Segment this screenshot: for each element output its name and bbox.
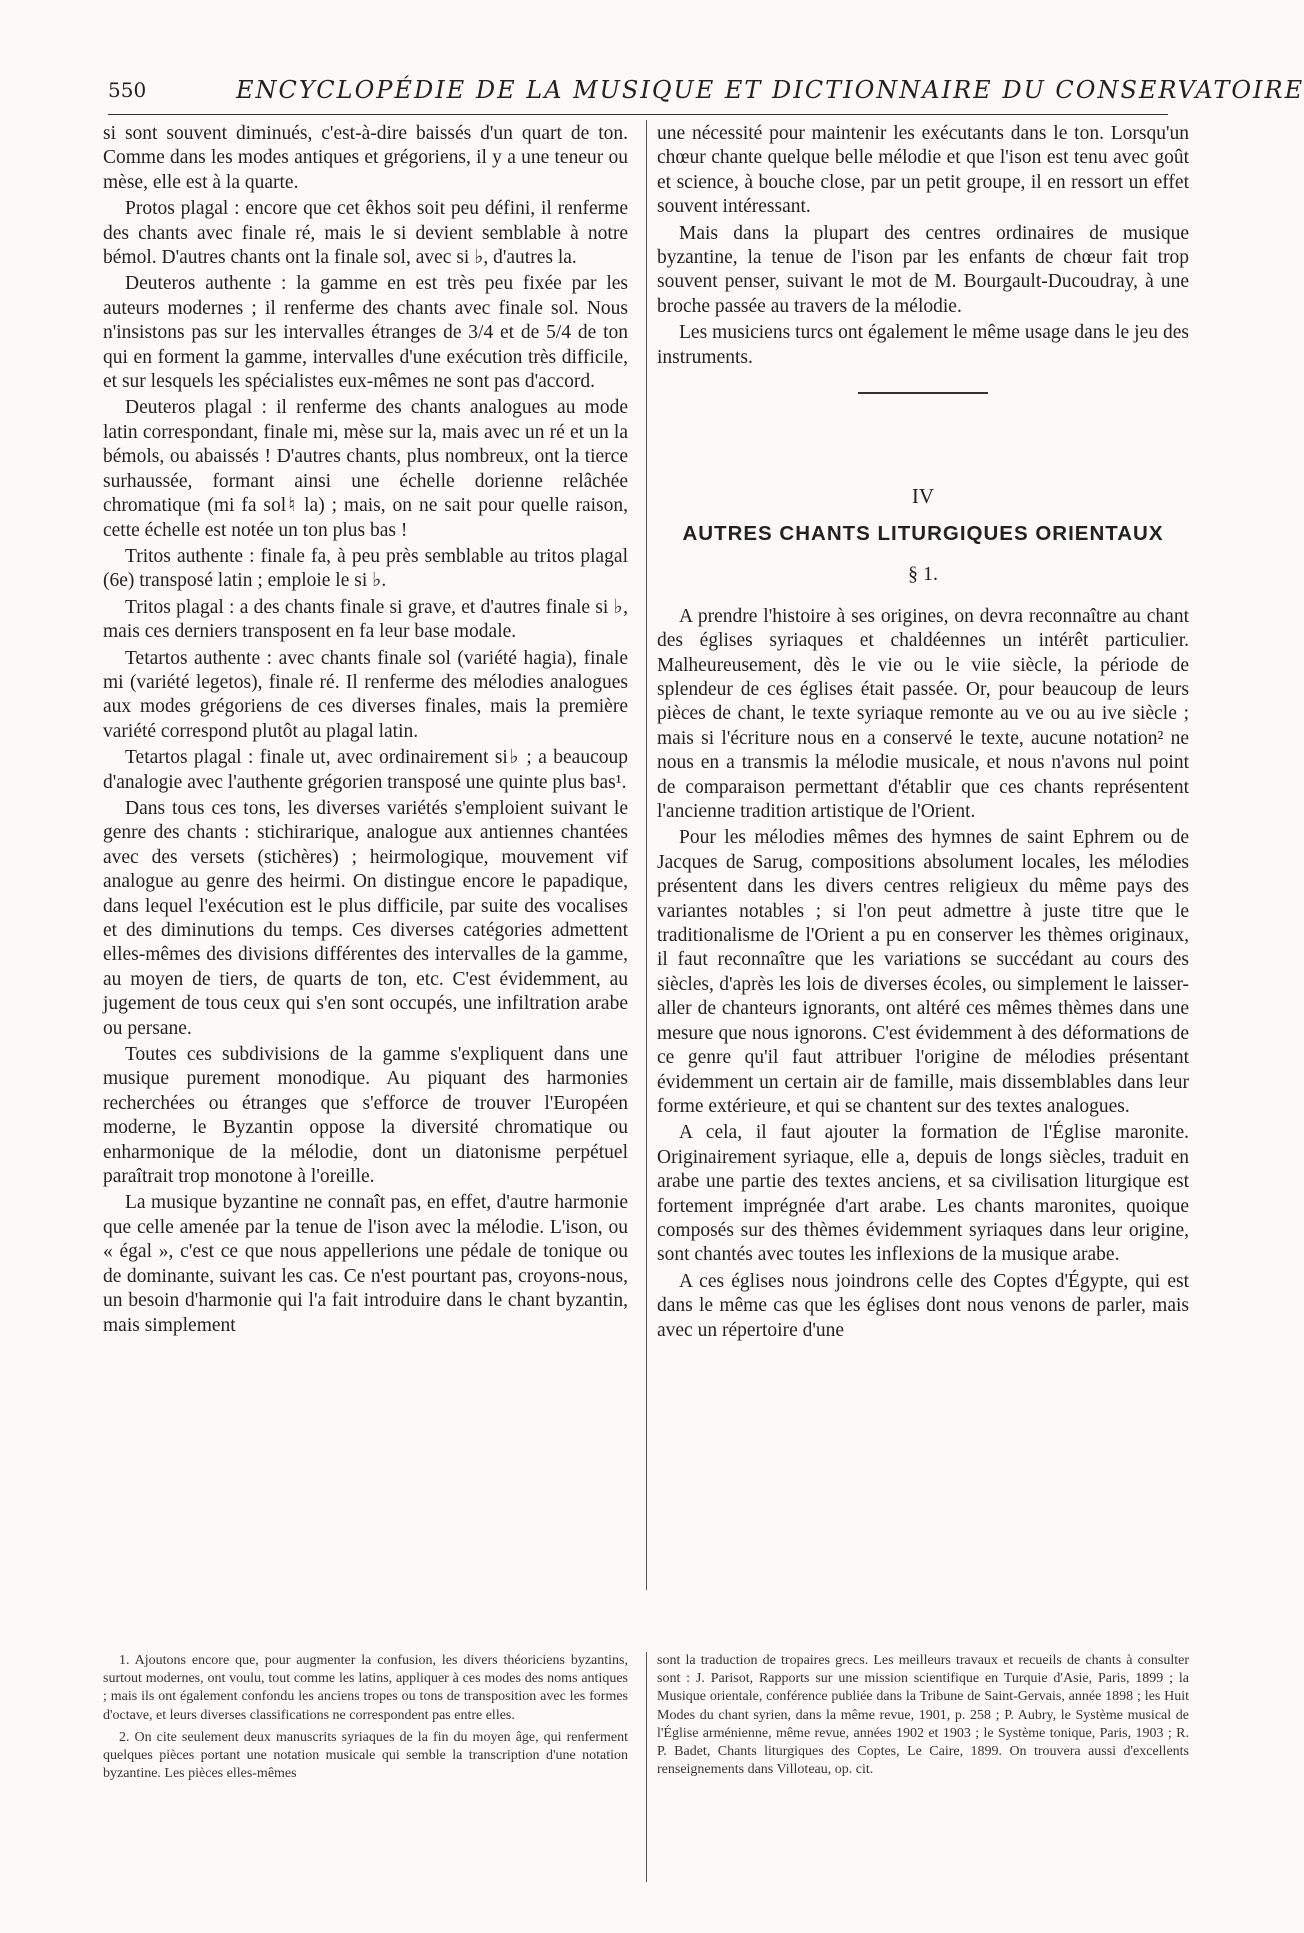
footnote: 2. On cite seulement deux manuscrits syriaques de la fin du moyen âge, qui renferment quelques pièces portant une notation musicale qui semble la transcription d'une notation byzantine. Les pièces elles-mêmes bbox=[103, 1729, 628, 1782]
page-header bbox=[108, 76, 1304, 115]
right-column bbox=[657, 122, 1189, 1345]
paragraph: A ces églises nous joindrons celle des Coptes d'Égypte, qui est dans le même cas que les églises dont nous venons de parler, mais avec un répertoire d'une bbox=[657, 1270, 1189, 1341]
paragraph: Tetartos authente : avec chants finale sol (variété hagia), finale mi (variété legetos), finale ré. Il renferme des mélodies analogues aux modes grégoriens de ces diverses finales, mais la première variété correspond plutôt au plagal latin. bbox=[103, 647, 628, 742]
footnotes-left bbox=[103, 1652, 628, 1787]
paragraph: A cela, il faut ajouter la formation de l'Église maronite. Originairement syriaque, elle a, depuis de longs siècles, traduit en arabe une partie des textes anciens, et sa civilisation liturgique est fortement imprégnée d'art arabe. Les chants maronites, quoique composés sur des thèmes évidemment syriaques dans leur origine, sont chantés avec toutes les inflexions de la musique arabe. bbox=[657, 1122, 1189, 1266]
paragraph: Protos plagal : encore que cet êkhos soit peu défini, il renferme des chants avec finale ré, mais le si devient semblable à notre bémol. D'autres chants ont la finale sol, avec si ♭, d'autres la. bbox=[103, 198, 628, 269]
paragraph: Toutes ces subdivisions de la gamme s'expliquent dans une musique purement monodique. Au piquant des harmonies recherchées ou étranges que s'efforce de trouver l'Européen moderne, le Byzantin oppose la diversité chromatique ou enharmonique de la mélodie, dont un diatonisme perpétuel paraîtrait trop monotone à l'oreille. bbox=[103, 1044, 628, 1188]
footnote-divider bbox=[646, 1652, 647, 1882]
paragraph: Pour les mélodies mêmes des hymnes de saint Ephrem ou de Jacques de Sarug, compositions absolument locales, les mélodies présentent dans les divers centres religieux du même pays des variantes notables ; si l'on peut admettre à juste titre que le traditionalisme de l'Orient a pu en conserver les thèmes originaux, il faut reconnaître que les variations se succédant au cours des siècles, d'après les lois de diverses écoles, ou simplement le laisser-aller de chanteurs ignorants, ont altéré ces mêmes thèmes dans une mesure que nous ignorons. C'est évidemment à des déformations de ce genre qu'il faut attribuer l'origine de mélodies présentant évidemment un certain air de famille, mais dissemblables dans leur forme extérieure, et qui se chantent sur des textes analogues. bbox=[657, 827, 1189, 1117]
paragraph: A prendre l'histoire à ses origines, on devra reconnaître au chant des églises syriaques et chaldéennes un intérêt particulier. Malheureusement, dès le vie ou le viie siècle, la période de splendeur de ces églises était passée. Or, pour beaucoup de leurs pièces de chant, le texte syriaque remonte au ve ou au ive siècle ; mais si l'écriture nous en a conservé le texte, aucune notation² ne nous en a transmis la mélodie musicale, et nous n'avons nul point de comparaison permettant d'établir que ces chants représentent l'ancienne tradition artistique de l'Orient. bbox=[657, 605, 1189, 823]
column-divider bbox=[646, 120, 647, 1590]
paragraph: Les musiciens turcs ont également le même usage dans le jeu des instruments. bbox=[657, 322, 1189, 368]
paragraph: Mais dans la plupart des centres ordinaires de musique byzantine, la tenue de l'ison par les enfants de chœur fait trop souvent penser, suivant le mot de M. Bourgault-Ducoudray, à une broche passée au travers de la mélodie. bbox=[657, 222, 1189, 317]
left-column bbox=[103, 122, 628, 1607]
page-number: 550 bbox=[108, 78, 147, 102]
paragraph: Deuteros authente : la gamme en est très peu fixée par les auteurs modernes ; il renferme des chants avec finale sol. Nous n'insistons pas sur les intervalles étranges de 3/4 et de 5/4 de ton qui en forment la gamme, intervalles d'une exécution très difficile, et sur lesquels les spécialistes eux-mêmes ne sont pas d'accord. bbox=[103, 273, 628, 393]
paragraph: Deuteros plagal : il renferme des chants analogues au mode latin correspondant, finale mi, mèse sur la, mais avec un ré et un la bémols, ou abaissés ! D'autres chants, plus nombreux, ont la tierce surhaussée, formant ainsi une échelle dorienne relâchée chromatique (mi fa sol♮ la) ; mais, on ne sait pour quelle raison, cette échelle est notée un ton plus bas ! bbox=[103, 397, 628, 541]
paragraph: si sont souvent diminués, c'est-à-dire baissés d'un quart de ton. Comme dans les modes antiques et grégoriens, il y a une teneur ou mèse, elle est à la quarte. bbox=[103, 123, 628, 193]
footnote: sont la traduction de tropaires grecs. Les meilleurs travaux et recueils de chants à consulter sont : J. Parisot, Rapports sur une mission scientifique en Turquie d'Asie, Paris, 1899 ; la Musique orientale, conférence publiée dans la Tribune de Saint-Gervais, année 1898 ; les Huit Modes du chant syrien, dans la même revue, 1901, p. 258 ; P. Aubry, le Système musical de l'Église arménienne, même revue, années 1902 et 1903 ; le Système tonique, Paris, 1903 ; R. P. Badet, Chants liturgiques des Coptes, Le Caire, 1899. On trouvera aussi d'excellents renseignements dans Villoteau, op. cit. bbox=[657, 1653, 1189, 1778]
paragraph: Dans tous ces tons, les diverses variétés s'emploient suivant le genre des chants : stichirarique, analogue aux antiennes chantées avec des versets (stichères) ; heirmologique, mouvement vif analogue au genre des heirmi. On distingue encore le papadique, dans lequel l'exécution est le plus difficile, par suite des vocalises et des diminutions du temps. Ces diverses catégories admettent elles-mêmes des divisions différentes des intervalles de la gamme, au moyen de tiers, de quarts de ton, etc. C'est évidemment, au jugement de tous ceux qui s'en sont occupés, une infiltration arabe ou persane. bbox=[103, 797, 628, 1039]
section-number: IV bbox=[911, 483, 935, 508]
paragraph: La musique byzantine ne connaît pas, en effet, d'autre harmonie que celle amenée par la tenue de l'ison avec la mélodie. L'ison, ou « égal », c'est ce que nous appellerions une pédale de tonique ou de dominante, suivant les cas. Ce n'est pourtant pas, croyons-nous, un besoin d'harmonie qui l'a fait introduire dans le chant byzantin, mais simplement bbox=[103, 1192, 628, 1336]
section-separator bbox=[858, 392, 988, 394]
section-title: AUTRES CHANTS LITURGIQUES ORIENTAUX bbox=[682, 521, 1164, 545]
paragraph: Tritos plagal : a des chants finale si grave, et d'autres finale si ♭, mais ces derniers transposent en fa leur base modale. bbox=[103, 596, 628, 643]
footnotes-right bbox=[657, 1652, 1189, 1783]
subsection-number: § 1. bbox=[908, 563, 938, 586]
paragraph: une nécessité pour maintenir les exécutants dans le ton. Lorsqu'un chœur chante quelque belle mélodie et que l'ison est tenu avec goût et science, à bouche close, par un petit groupe, il en ressort un effet souvent intéressant. bbox=[657, 123, 1189, 218]
running-title: ENCYCLOPÉDIE DE LA MUSIQUE ET DICTIONNAIRE DU CONSERVATOIRE bbox=[236, 76, 1304, 104]
footnote: 1. Ajoutons encore que, pour augmenter la confusion, les divers théoriciens byzantins, surtout modernes, ont voulu, tout comme les latins, appliquer à ces modes des noms antiques ; mais ils ont également confondu les anciens tropes ou tons de transposition avec les formes d'octave, et leurs diverses classifications ne correspondent pas entre elles. bbox=[103, 1653, 628, 1723]
paragraph: Tritos authente : finale fa, à peu près semblable au tritos plagal (6e) transposé latin ; emploie le si ♭. bbox=[103, 545, 628, 592]
paragraph: Tetartos plagal : finale ut, avec ordinairement si♭ ; a beaucoup d'analogie avec l'authente grégorien transposé une quinte plus bas¹. bbox=[103, 747, 628, 793]
